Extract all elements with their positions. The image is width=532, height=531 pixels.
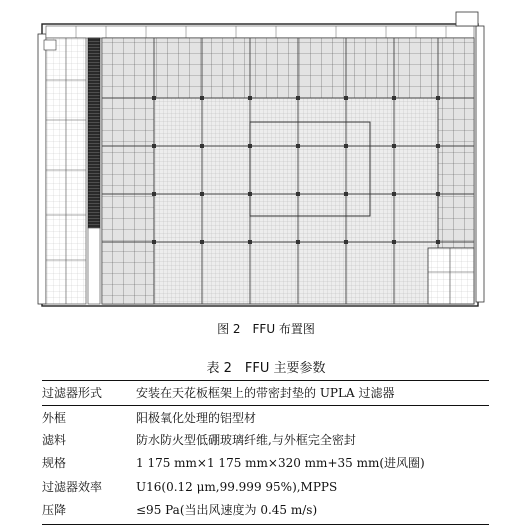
ffu-zone-left [102, 98, 154, 304]
table-row [42, 453, 489, 474]
param-value: 1 175 mm×1 175 mm×320 mm+35 mm(进风圈) [136, 456, 425, 470]
table-row [42, 477, 489, 498]
param-name: 滤料 [42, 433, 67, 447]
param-value: 防水防火型低硼玻璃纤维,与外框完全密封 [136, 433, 356, 447]
figure-caption: 图 2 FFU 布置图 [217, 322, 315, 336]
param-value: U16(0.12 μm,99.999 95%),MPPS [136, 480, 338, 494]
param-name: 过滤器形式 [42, 386, 103, 400]
bottom-right-rooms [428, 248, 474, 304]
table-caption: 表 2 FFU 主要参数 [206, 361, 326, 376]
ffu-zone-top [102, 38, 474, 98]
table-row [42, 408, 489, 429]
table-top-rule [42, 380, 489, 381]
param-value: 阳极氧化处理的铝型材 [136, 411, 257, 425]
ffu-zone-right [438, 98, 474, 248]
table-header-rule [42, 405, 489, 406]
param-name: 外框 [42, 411, 67, 425]
param-name: 过滤器效率 [42, 480, 103, 494]
corridor [88, 38, 100, 228]
table-row [42, 383, 489, 404]
ffu-layout-plan [36, 10, 486, 312]
table-bottom-rule [42, 524, 489, 525]
param-name: 规格 [42, 456, 67, 470]
param-value: 安装在天花板框架上的带密封垫的 UPLA 过滤器 [136, 386, 395, 400]
table-row [42, 430, 489, 451]
param-name: 压降 [42, 503, 67, 517]
table-row [42, 500, 489, 521]
param-value: ≤95 Pa(当出风速度为 0.45 m/s) [136, 503, 318, 517]
